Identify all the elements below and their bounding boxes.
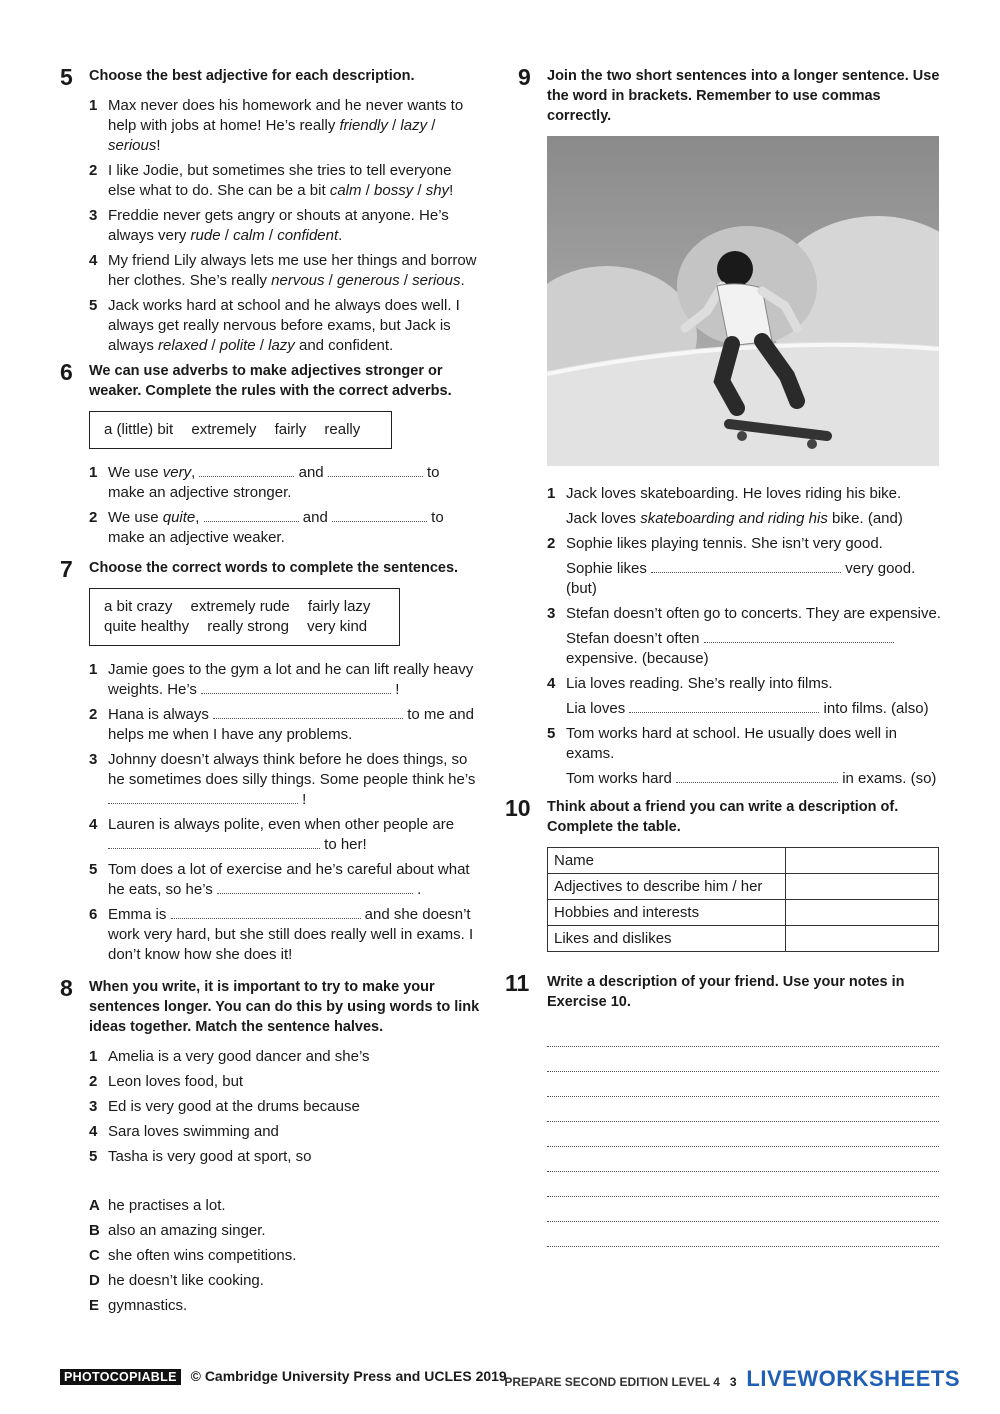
list-item: 1 We use very, and to make an adjective stronger.	[89, 464, 440, 501]
list-item	[547, 484, 945, 504]
answer-line: Stefan doesn’t often expensive. (because)	[547, 629, 945, 669]
question-sentences: Lia loves reading. She’s really into films.	[566, 675, 833, 692]
word-box-item: really	[324, 421, 361, 438]
adjective-option[interactable]: lazy	[268, 337, 295, 354]
exercise-heading: Write a description of your friend. Use your notes in Exercise 10.	[547, 974, 905, 1010]
adjective-option[interactable]: calm	[329, 182, 362, 199]
word-box-item: extremely rude	[190, 598, 290, 615]
adjective-option[interactable]: shy	[425, 182, 450, 199]
adjective-option[interactable]: serious	[108, 137, 157, 154]
word-box	[89, 588, 400, 646]
sentence-ending[interactable]: he practises a lot.	[108, 1197, 226, 1214]
item-number: 4	[89, 816, 98, 833]
example-answer: skateboarding and riding his	[640, 510, 828, 527]
item-number: E	[89, 1297, 100, 1314]
item-number: 5	[89, 297, 98, 314]
writing-line[interactable]	[547, 1097, 939, 1122]
copyright-text: © Cambridge University Press and UCLES 2019	[190, 1368, 507, 1384]
item-number: 3	[89, 207, 98, 224]
sentence-ending[interactable]: gymnastics.	[108, 1297, 188, 1314]
row-label: Name	[548, 848, 786, 874]
list-item: 5 Tom does a lot of exercise and he’s careful about what he eats, so he’s .	[89, 861, 470, 898]
word-box-item: really strong	[207, 618, 289, 635]
adjective-option[interactable]: nervous	[271, 272, 325, 289]
answer-blank[interactable]	[651, 559, 841, 573]
sentence-ending[interactable]: also an amazing singer.	[108, 1222, 266, 1239]
word-box-item: very kind	[307, 618, 368, 635]
answer-blank[interactable]	[332, 508, 427, 522]
photocopiable-badge: PHOTOCOPIABLE	[60, 1369, 181, 1385]
answer-blank[interactable]	[328, 463, 423, 477]
list-item	[547, 604, 945, 624]
list-item	[89, 1097, 480, 1117]
adjective-option[interactable]: friendly	[339, 117, 388, 134]
list-item: 2 Hana is always to me and helps me when I have any problems.	[89, 706, 474, 743]
word-box	[89, 411, 392, 449]
item-number: B	[89, 1222, 100, 1239]
adjective-option[interactable]: confident	[277, 227, 339, 244]
item-number: D	[89, 1272, 100, 1289]
series-title: PREPARE SECOND EDITION LEVEL 4	[504, 1375, 720, 1389]
word-box-item: fairly	[274, 421, 307, 438]
list-item: 4 Lauren is always polite, even when other people are to her!	[89, 816, 455, 853]
answer-cell[interactable]	[786, 926, 939, 952]
answer-cell[interactable]	[786, 848, 939, 874]
exercise-heading: When you write, it is important to try to make your sentences longer. You can do this by using words to link ideas together. Match the sentence halves.	[89, 979, 480, 1035]
sentence-half[interactable]: Sara loves swimming and	[108, 1123, 279, 1140]
answer-blank[interactable]	[108, 790, 298, 804]
answer-line: Lia loves into films. (also)	[566, 700, 929, 717]
friend-table	[547, 847, 939, 952]
table-row	[548, 874, 939, 900]
list-item	[89, 1147, 480, 1167]
answer-blank[interactable]	[201, 680, 391, 694]
list-item	[89, 1072, 480, 1092]
item-number: 4	[89, 1123, 98, 1140]
list-item	[89, 1221, 480, 1241]
adjective-option[interactable]: calm	[233, 227, 265, 244]
item-number: 5	[89, 861, 98, 878]
list-item: 1 Jamie goes to the gym a lot and he can lift really heavy weights. He’s !	[89, 661, 474, 698]
exercise-heading: Join the two short sentences into a longer sentence. Use the word in brackets. Remember to use commas correctly.	[547, 68, 940, 124]
page-footer	[60, 1368, 960, 1394]
exercise-11	[500, 972, 945, 1247]
answer-blank[interactable]	[704, 629, 894, 643]
answer-line: Tom works hard in exams. (so)	[566, 770, 937, 787]
adjective-option[interactable]: rude	[190, 227, 221, 244]
exercise-10	[500, 797, 945, 952]
item-number: 5	[547, 725, 556, 742]
writing-line[interactable]	[547, 1072, 939, 1097]
list-item: 2 We use quite, and to make an adjective weaker.	[89, 509, 444, 546]
item-number: 4	[89, 252, 98, 269]
exercise-5	[60, 66, 480, 356]
exercise-6	[60, 361, 480, 548]
answer-cell[interactable]	[786, 874, 939, 900]
answer-line: Sophie likes very good. (but)	[566, 560, 916, 597]
list-item: 5 Jack works hard at school and he always does well. I always get really nervous before exams, but Jack is always relaxed / polite / lazy and confident.	[89, 297, 460, 354]
item-number: 2	[89, 162, 98, 179]
item-number: 5	[89, 1148, 98, 1165]
list-item: 6 Emma is and she doesn’t work very hard, but she still does really well in exams. I don’t know how she does it!	[89, 906, 474, 963]
exercise-number: 11	[505, 970, 530, 996]
right-column	[500, 66, 945, 1247]
item-number: 3	[89, 1098, 98, 1115]
sentence-half[interactable]: Ed is very good at the drums because	[108, 1098, 360, 1115]
skateboarder-photo	[547, 136, 939, 466]
item-number: 2	[89, 509, 98, 526]
row-label: Hobbies and interests	[548, 900, 786, 926]
sentence-half[interactable]: Amelia is a very good dancer and she’s	[108, 1048, 370, 1065]
list-item	[89, 1246, 480, 1266]
sentence-ending[interactable]: he doesn’t like cooking.	[108, 1272, 264, 1289]
answer-blank[interactable]	[217, 880, 413, 894]
word-box-item: quite healthy	[104, 618, 190, 635]
list-item	[547, 724, 945, 764]
exercise-9	[500, 66, 945, 789]
list-item	[89, 1196, 480, 1216]
item-number: C	[89, 1247, 100, 1264]
exercise-number: 7	[60, 556, 73, 582]
adjective-option[interactable]: polite	[219, 337, 256, 354]
item-number: 2	[89, 706, 98, 723]
item-number: A	[89, 1197, 100, 1214]
answer-blank[interactable]	[213, 705, 403, 719]
exercise-heading: We can use adverbs to make adjectives stronger or weaker. Complete the rules with the correct adverbs.	[89, 363, 452, 399]
sentence-ending[interactable]: she often wins competitions.	[108, 1247, 297, 1264]
writing-lines	[547, 1022, 945, 1247]
list-item: 1 Max never does his homework and he never wants to help with jobs at home! He’s really friendly / lazy / serious!	[89, 97, 464, 154]
table-row	[548, 900, 939, 926]
table-row	[548, 848, 939, 874]
example-word: very	[162, 464, 192, 481]
writing-line[interactable]	[547, 1122, 939, 1147]
writing-line[interactable]	[547, 1222, 939, 1247]
sentence-half[interactable]: Leon loves food, but	[108, 1073, 244, 1090]
adjective-option[interactable]: generous	[337, 272, 400, 289]
answer-cell[interactable]	[786, 900, 939, 926]
exercise-number: 8	[60, 975, 73, 1001]
exercise-8	[60, 977, 480, 1316]
adjective-option[interactable]: serious	[412, 272, 461, 289]
exercise-number: 10	[505, 795, 531, 821]
exercise-heading: Choose the correct words to complete the sentences.	[89, 560, 459, 576]
item-number: 1	[547, 485, 556, 502]
exercise-number: 6	[60, 359, 73, 385]
answer-blank[interactable]	[108, 835, 320, 849]
question-sentences: Tom works hard at school. He usually does well in exams.	[566, 725, 897, 762]
skateboarder-illustration	[547, 136, 939, 466]
item-number: 6	[89, 906, 98, 923]
adjective-option[interactable]: relaxed	[158, 337, 208, 354]
item-number: 2	[89, 1073, 98, 1090]
item-number: 1	[89, 97, 98, 114]
writing-line[interactable]	[547, 1047, 939, 1072]
list-item	[89, 1296, 480, 1316]
answer-blank[interactable]	[204, 508, 299, 522]
list-item	[89, 1047, 480, 1067]
left-column	[60, 66, 480, 1321]
footer-right	[504, 1366, 960, 1392]
row-label: Likes and dislikes	[548, 926, 786, 952]
list-item: 3 Johnny doesn’t always think before he does things, so he sometimes does silly things. Some people think he’s !	[89, 751, 476, 808]
list-item: 2 I like Jodie, but sometimes she tries to tell everyone else what to do. She can be a bit calm / bossy / shy!	[89, 162, 454, 199]
item-number: 3	[89, 751, 98, 768]
question-sentences: Jack loves skateboarding. He loves riding his bike.	[566, 485, 902, 502]
item-number: 2	[547, 535, 556, 552]
answer-line: Jack loves skateboarding and riding his bike. (and)	[566, 510, 903, 527]
sentence-half[interactable]: Tasha is very good at sport, so	[108, 1148, 312, 1165]
item-number: 1	[89, 661, 98, 678]
exercise-heading: Choose the best adjective for each description.	[89, 68, 415, 84]
list-item: 3 Freddie never gets angry or shouts at anyone. He’s always very rude / calm / confident.	[89, 207, 449, 244]
word-box-item: extremely	[191, 421, 257, 438]
writing-line[interactable]	[547, 1147, 939, 1172]
exercise-number: 9	[518, 64, 531, 90]
question-sentences: Stefan doesn’t often go to concerts. They are expensive.	[566, 605, 941, 622]
word-box-item: a bit crazy	[104, 598, 173, 615]
word-box-item: a (little) bit	[104, 421, 174, 438]
page-number: 3	[729, 1375, 737, 1389]
writing-line[interactable]	[547, 1172, 939, 1197]
writing-line[interactable]	[547, 1197, 939, 1222]
item-number: 3	[547, 605, 556, 622]
list-item	[89, 1122, 480, 1142]
exercise-heading: Think about a friend you can write a description of. Complete the table.	[547, 799, 899, 835]
item-number: 1	[89, 464, 98, 481]
list-item	[547, 534, 945, 554]
answer-blank[interactable]	[199, 463, 294, 477]
liveworksheets-logo[interactable]: LIVEWORKSHEETS	[746, 1366, 960, 1391]
table-row	[548, 926, 939, 952]
question-sentences: Sophie likes playing tennis. She isn’t very good.	[566, 535, 883, 552]
list-item: 4 My friend Lily always lets me use her things and borrow her clothes. She’s really nervous / generous / serious.	[89, 252, 477, 289]
exercise-number: 5	[60, 64, 73, 90]
answer-blank[interactable]	[676, 769, 838, 783]
list-item	[89, 1271, 480, 1291]
item-number: 1	[89, 1048, 98, 1065]
item-number: 4	[547, 675, 556, 692]
word-box-item: fairly lazy	[307, 598, 371, 615]
row-label: Adjectives to describe him / her	[548, 874, 786, 900]
adjective-option[interactable]: bossy	[374, 182, 414, 199]
writing-line[interactable]	[547, 1022, 939, 1047]
example-word: quite	[162, 509, 196, 526]
answer-blank[interactable]	[629, 699, 819, 713]
adjective-option[interactable]: lazy	[400, 117, 428, 134]
answer-blank[interactable]	[171, 905, 361, 919]
list-item	[547, 674, 945, 694]
exercise-7	[60, 558, 480, 965]
